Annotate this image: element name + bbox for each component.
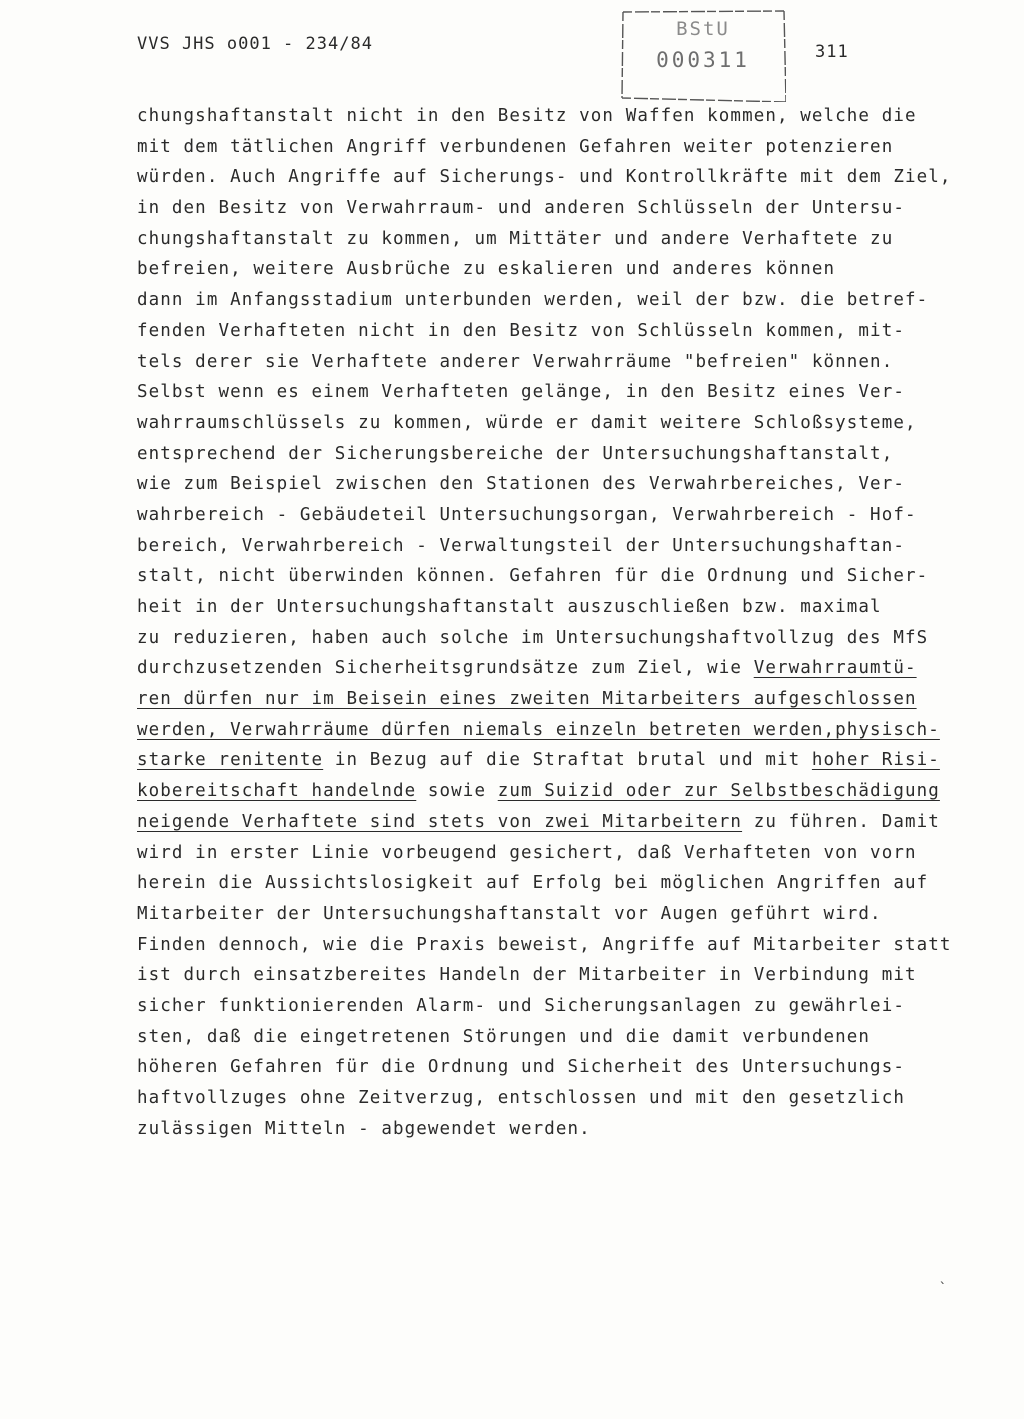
text-segment: dann im Anfangsstadium unterbunden werden, weil der bzw. die betref-	[137, 290, 929, 311]
text-line	[137, 715, 997, 746]
text-line	[137, 653, 997, 684]
text-segment: befreien, weitere Ausbrüche zu eskalieren und anderes können	[137, 259, 836, 280]
underlined-text: starke renitente	[137, 750, 324, 771]
underlined-text: Verwahrraumtü-	[753, 658, 917, 679]
text-segment: wie zum Beispiel zwischen den Stationen des Verwahrbereiches, Ver-	[137, 474, 905, 495]
text-segment: Mitarbeiter der Untersuchungshaftanstalt vor Augen geführt wird.	[137, 903, 882, 924]
stamp-number: 000311	[656, 48, 750, 72]
text-line	[137, 162, 997, 193]
text-segment: heit in der Untersuchungshaftanstalt auszuschließen bzw. maximal	[137, 597, 882, 617]
text-line	[137, 193, 997, 224]
underlined-text: kobereitschaft handelnde	[137, 781, 417, 802]
text-line	[137, 807, 997, 838]
text-segment: wird in erster Linie vorbeugend gesichert, daß Verhafteten von vorn	[137, 842, 917, 863]
page-number: 311	[815, 42, 849, 62]
text-line	[137, 101, 997, 132]
text-segment: würden. Auch Angriffe auf Sicherungs- und Kontrollkräfte mit dem Ziel,	[137, 167, 952, 188]
text-line	[137, 960, 997, 991]
text-segment: fenden Verhafteten nicht in den Besitz von Schlüsseln kommen, mit-	[137, 320, 905, 341]
underlined-text: werden, Verwahrräume dürfen niemals einzeln betreten werden,physisch-	[137, 719, 940, 740]
text-line	[137, 684, 997, 715]
text-line	[137, 377, 997, 408]
text-segment: Selbst wenn es einem Verhafteten gelänge, in den Besitz eines Ver-	[137, 382, 905, 403]
document-reference: VVS JHS o001 - 234/84	[137, 34, 373, 54]
text-segment: durchzusetzenden Sicherheitsgrundsätze zum Ziel, wie	[137, 658, 754, 679]
text-line	[137, 224, 997, 255]
text-segment: in den Besitz von Verwahrraum- und anderen Schlüsseln der Untersu-	[137, 198, 905, 219]
text-segment: tels derer sie Verhaftete anderer Verwahrräume "befreien" können.	[137, 351, 894, 372]
text-segment: chungshaftanstalt nicht in den Besitz von Waffen kommen, welche die	[137, 106, 917, 126]
text-line	[137, 285, 997, 316]
body-text	[137, 101, 997, 1144]
text-line	[137, 930, 997, 961]
text-line	[137, 776, 997, 807]
text-line	[137, 1114, 997, 1145]
text-segment: wahrbereich - Gebäudeteil Untersuchungsorgan, Verwahrbereich - Hof-	[137, 504, 917, 525]
text-segment: zu reduzieren, haben auch solche im Untersuchungshaftvollzug des MfS	[137, 627, 929, 648]
text-line	[137, 500, 997, 531]
text-segment: entsprechend der Sicherungsbereiche der Untersuchungshaftanstalt,	[137, 443, 894, 464]
text-line	[137, 623, 997, 654]
text-segment: sten, daß die eingetretenen Störungen und die damit verbundenen	[137, 1026, 871, 1047]
text-segment: stalt, nicht überwinden können. Gefahren für die Ordnung und Sicher-	[137, 566, 929, 587]
text-line	[137, 838, 997, 869]
text-segment: Finden dennoch, wie die Praxis beweist, Angriffe auf Mitarbeiter statt	[137, 934, 952, 955]
text-segment: herein die Aussichtslosigkeit auf Erfolg bei möglichen Angriffen auf	[137, 873, 929, 894]
text-line	[137, 408, 997, 439]
underlined-text: hoher Risi-	[811, 750, 940, 771]
stray-mark: ˎ	[938, 1268, 947, 1284]
text-line	[137, 132, 997, 163]
text-segment: in Bezug auf die Straftat brutal und mit	[323, 750, 812, 771]
text-line	[137, 347, 997, 378]
text-segment: höheren Gefahren für die Ordnung und Sicherheit des Untersuchungs-	[137, 1057, 905, 1078]
text-line	[137, 254, 997, 285]
text-line	[137, 745, 997, 776]
text-segment: wahrraumschlüssels zu kommen, würde er damit weitere Schloßsysteme,	[137, 412, 917, 433]
text-line	[137, 469, 997, 500]
text-segment: zulässigen Mitteln - abgewendet werden.	[137, 1118, 591, 1139]
archive-stamp	[620, 8, 786, 102]
text-segment: ist durch einsatzbereites Handeln der Mitarbeiter in Verbindung mit	[137, 965, 917, 986]
text-segment: bereich, Verwahrbereich - Verwaltungsteil der Untersuchungshaftan-	[137, 535, 905, 556]
text-line	[137, 899, 997, 930]
stamp-org: BStU	[676, 18, 730, 40]
underlined-text: neigende Verhaftete sind stets von zwei Mitarbeitern	[137, 811, 743, 832]
text-segment: sowie	[416, 781, 498, 802]
text-line	[137, 592, 997, 623]
text-segment: sicher funktionierenden Alarm- und Sicherungsanlagen zu gewährlei-	[137, 995, 905, 1016]
underlined-text: zum Suizid oder zur Selbstbeschädigung	[497, 781, 940, 802]
text-line	[137, 991, 997, 1022]
text-line	[137, 531, 997, 562]
text-line	[137, 868, 997, 899]
text-line	[137, 316, 997, 347]
text-line	[137, 1052, 997, 1083]
text-segment: mit dem tätlichen Angriff verbundenen Gefahren weiter potenzieren	[137, 136, 894, 157]
text-segment: haftvollzuges ohne Zeitverzug, entschlossen und mit den gesetzlich	[137, 1088, 905, 1108]
text-line	[137, 439, 997, 470]
text-segment: chungshaftanstalt zu kommen, um Mittäter und andere Verhaftete zu	[137, 228, 894, 249]
text-line	[137, 1022, 997, 1053]
text-line	[137, 561, 997, 592]
underlined-text: ren dürfen nur im Beisein eines zweiten Mitarbeiters aufgeschlossen	[137, 689, 917, 710]
text-segment: zu führen. Damit	[742, 811, 940, 832]
text-line	[137, 1083, 997, 1114]
